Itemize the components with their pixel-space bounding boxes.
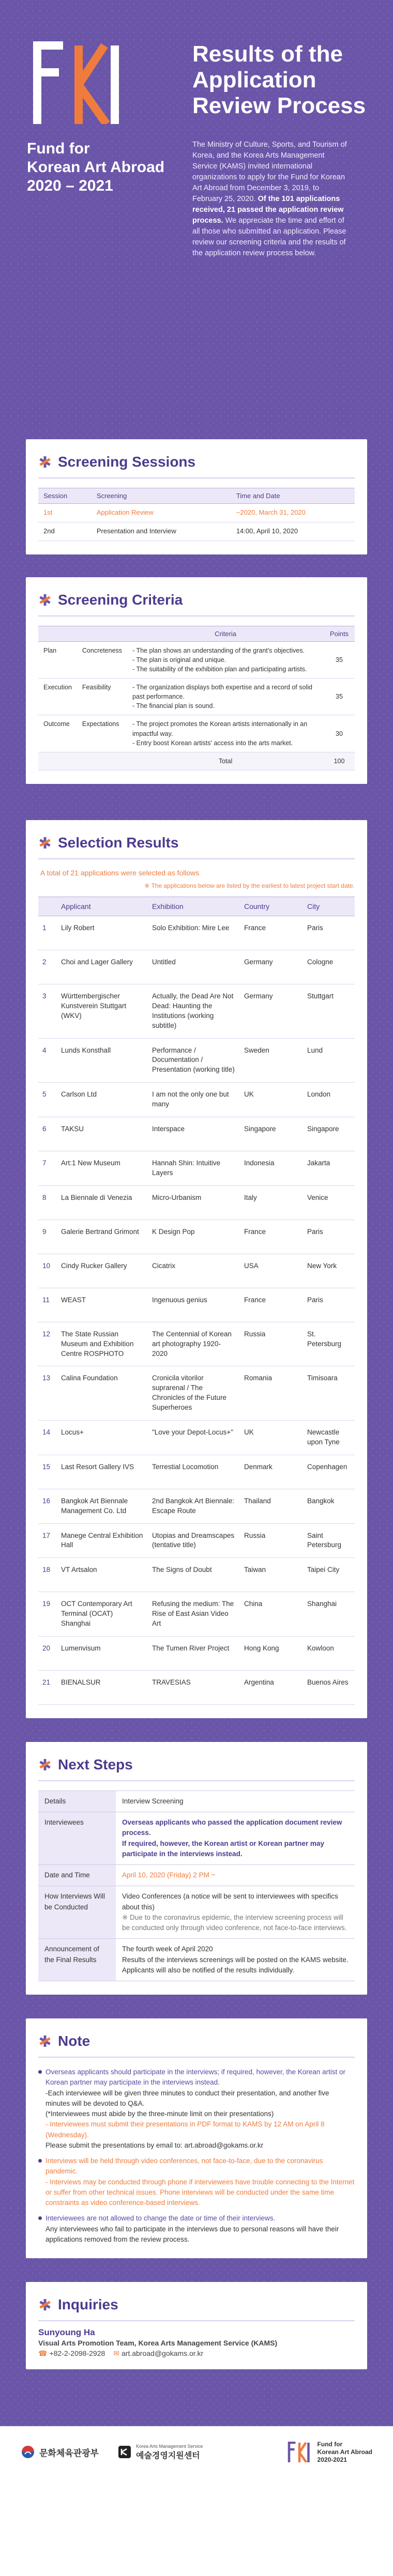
selection-summary: A total of 21 applications were selected as follows (40, 868, 200, 877)
phone-icon: ☎ (38, 2349, 48, 2358)
criteria-description (127, 641, 324, 678)
exhibition-cell: Cronicila vitorilor suprarenal / The Chronicles of the Future Superheroes (148, 1366, 240, 1421)
applicant-cell: Manege Central Exhibition Hall (57, 1523, 148, 1558)
table-row (38, 1117, 355, 1151)
country-cell: USA (240, 1254, 303, 1288)
header-hero (0, 0, 393, 439)
column-header (38, 897, 57, 916)
contact-email[interactable]: ✉ art.abroad@gokams.or.kr (113, 2349, 204, 2358)
row-number: 11 (38, 1288, 57, 1322)
screening-sessions-card (26, 439, 367, 554)
city-cell: Saint Petersburg (303, 1523, 355, 1558)
table-cell: 2nd (38, 522, 92, 541)
criteria-subcategory: Concreteness (77, 641, 127, 678)
country-cell: Romania (240, 1366, 303, 1421)
applicant-cell: Lumenvisum (57, 1636, 148, 1670)
table-cell (77, 752, 127, 770)
table-cell: Presentation and Interview (92, 522, 231, 541)
criteria-points: 35 (324, 641, 355, 678)
country-cell: UK (240, 1083, 303, 1117)
table-row (38, 1812, 355, 1865)
exhibition-cell: Refusing the medium: The Rise of East Asian Video Art (148, 1592, 240, 1637)
note-line: Interviews will be held through video conferences, not face-to-face, due to the coronavirus pandemic. (38, 2156, 355, 2177)
exhibition-cell: Terrestial Locomotion (148, 1455, 240, 1489)
step-value (116, 1939, 355, 1981)
criteria-line: - The financial plan is sound. (132, 702, 215, 710)
applicant-cell: Carlson Ltd (57, 1083, 148, 1117)
city-cell: Jakarta (303, 1151, 355, 1185)
row-number: 15 (38, 1455, 57, 1489)
city-cell: Lund (303, 1038, 355, 1083)
country-cell: Singapore (240, 1117, 303, 1151)
table-row (38, 1254, 355, 1288)
asterisk-icon (38, 1758, 52, 1771)
fund-logo: Fund for Korean Art Abroad 2020-2021 (286, 2441, 372, 2464)
country-cell: France (240, 1220, 303, 1254)
row-number: 19 (38, 1592, 57, 1637)
applicant-cell: WEAST (57, 1288, 148, 1322)
column-header: Country (240, 897, 303, 916)
column-header: Applicant (57, 897, 148, 916)
kams-logo: Korea Arts Management Service 예술경영지원센터 (117, 2444, 203, 2461)
table-row (38, 1455, 355, 1489)
country-cell: Germany (240, 950, 303, 984)
table-row (38, 1366, 355, 1421)
selection-table (38, 897, 355, 1705)
row-number: 2 (38, 950, 57, 984)
page-title: Results of the Application Review Process (192, 41, 366, 119)
applicant-cell: BIENALSUR (57, 1670, 148, 1704)
applicant-cell: Last Resort Gallery IVS (57, 1455, 148, 1489)
fki-small-logo-icon (286, 2442, 312, 2462)
ministry-logo: 문화체육관광부 (21, 2445, 99, 2459)
exhibition-cell: Cicatrix (148, 1254, 240, 1288)
exhibition-cell: I am not the only one but many (148, 1083, 240, 1117)
table-row (38, 715, 355, 752)
step-label: How Interviews Will be Conducted (38, 1886, 116, 1939)
total-label: Total (127, 752, 324, 770)
row-number: 9 (38, 1220, 57, 1254)
criteria-line: - Entry boost Korean artists' access into the arts market. (132, 739, 293, 747)
email-icon: ✉ (113, 2349, 119, 2358)
row-number: 16 (38, 1489, 57, 1523)
city-cell: St. Petersburg (303, 1322, 355, 1366)
table-row (38, 1489, 355, 1523)
city-cell: Timisoara (303, 1366, 355, 1421)
fund-subtitle: Fund for Korean Art Abroad 2020 – 2021 (27, 140, 165, 194)
table-row (38, 916, 355, 950)
country-cell: Sweden (240, 1038, 303, 1083)
exhibition-cell: The Centennial of Korean art photography 1920-2020 (148, 1322, 240, 1366)
step-line: Results of the interviews screenings will be posted on the KAMS website. Applicants will also be notified of the results individually. (122, 1955, 349, 1974)
criteria-line: - The suitability of the exhibition plan and participating artists. (132, 665, 307, 673)
section-title: Selection Results (58, 834, 179, 851)
table-row (38, 1865, 355, 1886)
country-cell: Russia (240, 1322, 303, 1366)
intro-paragraph: The Ministry of Culture, Sports, and Tourism of Korea, and the Korea Arts Management Service (KAMS) invited international organizations to apply for the Fund for Korean Art Abroad from December 3, 2019, to February 25, 2020. Of the 101 applications received, 21 passed the application review process. We appreciate the time and effort of all those who submitted an application. Please review our screening criteria and the results of the application review process below. (192, 141, 347, 258)
applicant-cell: TAKSU (57, 1117, 148, 1151)
table-row (38, 1636, 355, 1670)
asterisk-icon (38, 2298, 52, 2311)
table-cell (38, 752, 77, 770)
contact-organization: Visual Arts Promotion Team, Korea Arts Management Service (KAMS) (38, 2339, 278, 2348)
step-label: Announcement of the Final Results (38, 1939, 116, 1981)
applicant-cell: Württembergischer Kunstverein Stuttgart (WKV) (57, 984, 148, 1038)
step-label: Details (38, 1791, 116, 1812)
table-row (38, 1083, 355, 1117)
table-row (38, 522, 355, 541)
asterisk-icon (38, 2034, 52, 2048)
asterisk-icon (38, 593, 52, 607)
city-cell: London (303, 1083, 355, 1117)
row-number: 14 (38, 1420, 57, 1455)
sessions-table (38, 488, 355, 541)
selection-results-card (26, 820, 367, 1718)
row-number: 13 (38, 1366, 57, 1421)
table-row (38, 1558, 355, 1592)
city-cell: Paris (303, 1220, 355, 1254)
row-number: 8 (38, 1185, 57, 1220)
criteria-table (38, 626, 355, 770)
fki-logo-icon (27, 41, 130, 124)
exhibition-cell: 2nd Bangkok Art Biennale: Escape Route (148, 1489, 240, 1523)
city-cell: Cologne (303, 950, 355, 984)
applicant-cell: Bangkok Art Biennale Management Co. Ltd (57, 1489, 148, 1523)
country-cell: China (240, 1592, 303, 1637)
step-value (116, 1865, 355, 1886)
exhibition-cell: TRAVESIAS (148, 1670, 240, 1704)
city-cell: Shanghai (303, 1592, 355, 1637)
row-number: 1 (38, 916, 57, 950)
table-row (38, 1523, 355, 1558)
footer (0, 2426, 393, 2478)
city-cell: Bangkok (303, 1489, 355, 1523)
section-title: Next Steps (58, 1756, 133, 1772)
row-number: 5 (38, 1083, 57, 1117)
applicant-cell: The State Russian Museum and Exhibition Centre ROSPHOTO (57, 1322, 148, 1366)
table-row (38, 1791, 355, 1812)
step-value (116, 1791, 355, 1812)
applicant-cell: OCT Contemporary Art Terminal (OCAT) Shanghai (57, 1592, 148, 1637)
note-line: Any interviewees who fail to participate in the interviews due to personal reasons will have their applications removed from the review process. (46, 2225, 339, 2243)
exhibition-cell: Actually, the Dead Are Not Dead: Haunting the Institutions (working subtitle) (148, 984, 240, 1038)
exhibition-cell: Ingenuous genius (148, 1288, 240, 1322)
exhibition-cell: "Love your Depot-Locus+" (148, 1420, 240, 1455)
table-row (38, 1151, 355, 1185)
country-cell: Denmark (240, 1455, 303, 1489)
column-header (77, 626, 127, 641)
total-points: 100 (324, 752, 355, 770)
country-cell: Argentina (240, 1670, 303, 1704)
column-header: City (303, 897, 355, 916)
table-row (38, 1592, 355, 1637)
criteria-subcategory: Expectations (77, 715, 127, 752)
row-number: 20 (38, 1636, 57, 1670)
table-row (38, 1185, 355, 1220)
exhibition-cell: Interspace (148, 1117, 240, 1151)
criteria-line: - The project promotes the Korean artists internationally in an impactful way. (132, 720, 308, 737)
column-header: Points (324, 626, 355, 641)
column-header: Exhibition (148, 897, 240, 916)
criteria-category: Execution (38, 678, 77, 715)
country-cell: Taiwan (240, 1558, 303, 1592)
note-line: -Each interviewee will be given three minutes to conduct their presentation, and another five minutes will be devoted to Q&A. (46, 2089, 329, 2107)
criteria-category: Plan (38, 641, 77, 678)
step-line: ※ Due to the coronavirus epidemic, the interview screening process will be conducted only through video conference, not face-to-face interviews. (122, 1913, 347, 1932)
step-line: Overseas applicants who passed the application document review process. (122, 1818, 342, 1837)
applicant-cell: Art:1 New Museum (57, 1151, 148, 1185)
country-cell: Italy (240, 1185, 303, 1220)
note-body (38, 2067, 355, 2245)
criteria-points: 30 (324, 715, 355, 752)
criteria-description (127, 715, 324, 752)
total-row (38, 752, 355, 770)
table-row (38, 1670, 355, 1704)
table-cell: ~2020, March 31, 2020 (231, 504, 355, 522)
step-value (116, 1886, 355, 1939)
column-header: Criteria (127, 626, 324, 641)
applicant-cell: VT Artsalon (57, 1558, 148, 1592)
table-cell: 1st (38, 504, 92, 522)
table-row (38, 950, 355, 984)
note-line: Please submit the presentations by email to: art.abroad@gokams.or.kr (46, 2141, 264, 2149)
column-header: Screening (92, 488, 231, 504)
table-row (38, 504, 355, 522)
row-number: 17 (38, 1523, 57, 1558)
exhibition-cell: Micro-Urbanism (148, 1185, 240, 1220)
step-line: The fourth week of April 2020 (122, 1945, 213, 1953)
table-row (38, 678, 355, 715)
next-steps-table (38, 1791, 355, 1981)
next-steps-card (26, 1742, 367, 1995)
kams-emblem-icon (117, 2445, 132, 2459)
exhibition-cell: Utopias and Dreamscapes (tentative title) (148, 1523, 240, 1558)
note-line: - Interviews may be conducted through phone if interviewees have trouble connecting to the Internet or suffer from other technical issues. Phone interviews will be conducted under the same time constraints as video conference-based interviews. (46, 2178, 355, 2207)
step-label: Date and Time (38, 1865, 116, 1886)
row-number: 3 (38, 984, 57, 1038)
criteria-description (127, 678, 324, 715)
inquiries-card (26, 2282, 367, 2369)
table-row (38, 1038, 355, 1083)
column-header (38, 626, 77, 641)
exhibition-cell: Solo Exhibition: Mire Lee (148, 916, 240, 950)
criteria-subcategory: Feasibility (77, 678, 127, 715)
ministry-emblem-icon (21, 2445, 35, 2459)
section-title: Screening Sessions (58, 454, 196, 470)
city-cell: Paris (303, 916, 355, 950)
exhibition-cell: K Design Pop (148, 1220, 240, 1254)
step-value (116, 1812, 355, 1865)
row-number: 6 (38, 1117, 57, 1151)
city-cell: Stuttgart (303, 984, 355, 1038)
city-cell: Venice (303, 1185, 355, 1220)
table-cell: 14:00, April 10, 2020 (231, 522, 355, 541)
row-number: 7 (38, 1151, 57, 1185)
column-header: Time and Date (231, 488, 355, 504)
table-row (38, 984, 355, 1038)
section-title: Screening Criteria (58, 591, 183, 608)
exhibition-cell: The Tumen River Project (148, 1636, 240, 1670)
applicant-cell: Locus+ (57, 1420, 148, 1455)
country-cell: Germany (240, 984, 303, 1038)
asterisk-icon (38, 455, 52, 469)
screening-criteria-card (26, 577, 367, 784)
step-line: Interview Screening (122, 1797, 184, 1805)
row-number: 21 (38, 1670, 57, 1704)
note-card (26, 2018, 367, 2258)
city-cell: Newcastle upon Tyne (303, 1420, 355, 1455)
table-row (38, 1220, 355, 1254)
selection-sort-note: ※ The applications below are listed by the earliest to latest project start date. (144, 882, 355, 889)
city-cell: New York (303, 1254, 355, 1288)
asterisk-icon (38, 836, 52, 850)
criteria-line: - The plan is original and unique. (132, 656, 226, 664)
criteria-line: - The plan shows an understanding of the grant's objectives. (132, 646, 305, 654)
city-cell: Taipei City (303, 1558, 355, 1592)
exhibition-cell: The Signs of Doubt (148, 1558, 240, 1592)
criteria-line: - The organization displays both expertise and a record of solid past performance. (132, 684, 312, 701)
applicant-cell: Lunds Konsthall (57, 1038, 148, 1083)
criteria-category: Outcome (38, 715, 77, 752)
applicant-cell: Cindy Rucker Gallery (57, 1254, 148, 1288)
table-row (38, 1322, 355, 1366)
exhibition-cell: Hannah Shin: Intuitive Layers (148, 1151, 240, 1185)
step-line: April 10, 2020 (Friday) 2 PM ~ (122, 1871, 216, 1879)
note-line: Overseas applicants should participate in the interviews; if required, however, the Korean artist or Korean partner may participate in the interviews instead. (38, 2067, 355, 2088)
applicant-cell: Lily Robert (57, 916, 148, 950)
city-cell: Paris (303, 1288, 355, 1322)
row-number: 4 (38, 1038, 57, 1083)
exhibition-cell: Untitled (148, 950, 240, 984)
contact-phone[interactable]: ☎ +82-2-2098-2928 (38, 2349, 105, 2358)
row-number: 12 (38, 1322, 57, 1366)
row-number: 18 (38, 1558, 57, 1592)
country-cell: France (240, 1288, 303, 1322)
table-row (38, 641, 355, 678)
exhibition-cell: Performance / Documentation / Presentation (working title) (148, 1038, 240, 1083)
city-cell: Kowloon (303, 1636, 355, 1670)
applicant-cell: Calina Foundation (57, 1366, 148, 1421)
column-header: Session (38, 488, 92, 504)
criteria-points: 35 (324, 678, 355, 715)
applicant-cell: La Biennale di Venezia (57, 1185, 148, 1220)
section-title: Inquiries (58, 2296, 118, 2313)
country-cell: Thailand (240, 1489, 303, 1523)
country-cell: Hong Kong (240, 1636, 303, 1670)
table-cell: Application Review (92, 504, 231, 522)
note-line: (*Interviewees must abide by the three-minute limit on their presentations) (46, 2110, 274, 2118)
city-cell: Copenhagen (303, 1455, 355, 1489)
step-line: If required, however, the Korean artist or Korean partner may participate in the interviews instead. (122, 1839, 324, 1858)
country-cell: UK (240, 1420, 303, 1455)
step-line: Video Conferences (a notice will be sent to interviewees with specifics about this) (122, 1892, 338, 1911)
note-line: - Interviewees must submit their presentations in PDF format to KAMS by 12 AM on April 8 (Wednesday). (46, 2120, 325, 2139)
country-cell: Indonesia (240, 1151, 303, 1185)
row-number: 10 (38, 1254, 57, 1288)
table-row (38, 1886, 355, 1939)
city-cell: Buenos Aires (303, 1670, 355, 1704)
step-label: Interviewees (38, 1812, 116, 1865)
note-line: Interviewees are not allowed to change the date or time of their interviews. (38, 2213, 355, 2224)
applicant-cell: Galerie Bertrand Grimont (57, 1220, 148, 1254)
section-title: Note (58, 2033, 90, 2049)
table-row (38, 1939, 355, 1981)
country-cell: France (240, 916, 303, 950)
table-row (38, 1288, 355, 1322)
table-row (38, 1420, 355, 1455)
country-cell: Russia (240, 1523, 303, 1558)
contact-name: Sunyoung Ha (38, 2327, 95, 2338)
city-cell: Singapore (303, 1117, 355, 1151)
applicant-cell: Choi and Lager Gallery (57, 950, 148, 984)
